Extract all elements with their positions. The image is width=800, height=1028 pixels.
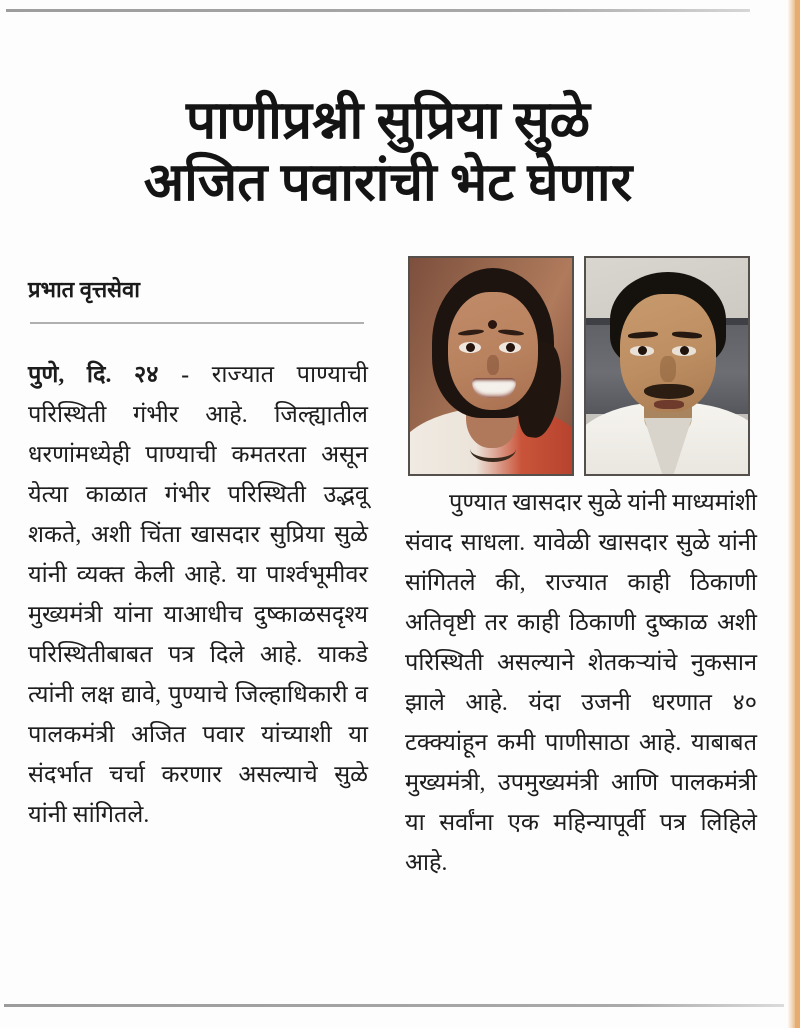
photo-eye-left bbox=[459, 342, 481, 353]
right-edge-strip bbox=[787, 0, 800, 1028]
photo-necklace bbox=[470, 436, 516, 462]
photo-supriya-sule bbox=[408, 256, 574, 476]
photo-group bbox=[408, 256, 758, 472]
body-paragraph-right: पुण्यात खासदार सुळे यांनी माध्यमांशी संवाद साधला. यावेळी खासदार सुळे यांनी सांगितले की, राज्यात काही ठिकाणी अतिवृष्टी तर काही ठिकाणी दुष्काळ अशी परिस्थिती असल्याने शेतकऱ्यांचे नुकसान झाले आहे. यंदा उजनी धरणात ४० टक्क्यांहून कमी पाणीसाठा आहे. याबाबत मुख्यमंत्री, उपमुख्यमंत्री आणि पालकमंत्री या सर्वांना एक महिन्यापूर्वी पत्र लिहिले आहे. bbox=[405, 490, 757, 876]
headline bbox=[24, 90, 752, 214]
bottom-border-rule bbox=[4, 1004, 784, 1007]
photo-smile bbox=[472, 378, 516, 398]
photo-mouth bbox=[654, 400, 684, 409]
body-column-left bbox=[28, 355, 368, 835]
headline-line-2: अजित पवारांची भेट घेणार bbox=[143, 153, 633, 212]
photo-eye-left bbox=[630, 346, 654, 356]
dateline: पुणे, दि. २४ - bbox=[28, 362, 190, 388]
body-column-right bbox=[405, 483, 757, 883]
photo-eye-right bbox=[499, 342, 521, 353]
body-paragraph-left bbox=[28, 355, 368, 835]
photo-nose bbox=[660, 356, 676, 382]
headline-line-1: पाणीप्रश्नी सुप्रिया सुळे bbox=[185, 91, 591, 150]
byline: प्रभात वृत्तसेवा bbox=[28, 277, 140, 302]
photo-bindi bbox=[488, 320, 497, 329]
photo-ajit-pawar bbox=[584, 256, 750, 476]
photo-nose bbox=[487, 355, 499, 375]
photo-moustache bbox=[644, 384, 694, 399]
photo-eye-right bbox=[672, 346, 696, 356]
body-text-left: राज्यात पाण्याची परिस्थिती गंभीर आहे. जिल्ह्यातील धरणांमध्येही पाण्याची कमतरता असून येत्या काळात गंभीर परिस्थिती उद्भवू शकते, अशी चिंता खासदार सुप्रिया सुळे यांनी व्यक्त केली आहे. या पार्श्वभूमीवर मुख्यमंत्री यांना याआधीच दुष्काळसदृश्य परिस्थितीबाबत पत्र दिले आहे. याकडे त्यांनी लक्ष द्यावे, पुण्याचे जिल्हाधिकारी व पालकमंत्री अजित पवार यांच्याशी या संदर्भात चर्चा करणार असल्याचे सुळे यांनी सांगितले. bbox=[28, 362, 369, 828]
right-edge-strip-inner bbox=[795, 0, 800, 1028]
top-border-rule bbox=[6, 9, 750, 12]
byline-rule bbox=[30, 322, 364, 324]
